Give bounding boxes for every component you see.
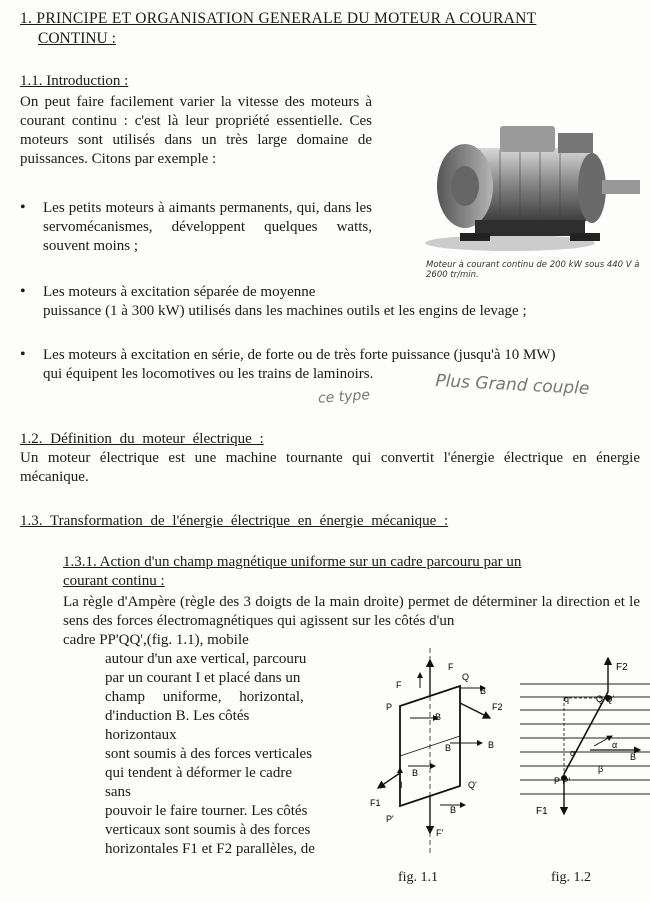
bullet-dot: • [20, 199, 26, 216]
section-1-3-title: 1.3. Transformation de l'énergie électrique en énergie mécanique : [20, 513, 449, 529]
label-b-4: B [488, 740, 495, 750]
label-p-prime: P' [386, 814, 394, 824]
label-q-small: q [564, 694, 570, 704]
text-line: verticaux sont soumis à des forces [105, 822, 311, 838]
text-line: par un courant I et placé dans un [105, 670, 301, 686]
label-b-1: B [480, 686, 487, 696]
label-p: P [386, 702, 393, 712]
label-i: I [400, 780, 403, 790]
text-line: autour d'un axe vertical, parcouru [105, 651, 307, 667]
bullet-separate-excitation-l2: puissance (1 à 300 kW) utilisés dans les machines outils et les engins de levage ; [43, 303, 527, 319]
label-f2: F2 [492, 702, 503, 712]
ampere-rule-paragraph: La règle d'Ampère (règle des 3 doigts de la main droite) permet de déterminer la direction et le sens des forces électromagnétiques qui agissent sur les côtés d'un [63, 594, 640, 629]
label-q: Q [462, 672, 470, 682]
motor-photo [420, 108, 645, 253]
label-b-6: B [450, 805, 457, 815]
label-f-top: F [448, 662, 454, 672]
label-p-pprime: P P' [554, 776, 571, 786]
figure-1-1-caption: fig. 1.1 [398, 870, 439, 885]
label-b-3: B [445, 743, 452, 753]
subsection-1-3-1-title: 1.3.1. Action d'un champ magnétique uniforme sur un cadre parcouru par un [63, 554, 522, 570]
label-b: B [630, 752, 637, 762]
text-line: pouvoir le faire tourner. Les côtés [105, 803, 308, 819]
subsection-1-3-1-title-cont: courant continu : [63, 573, 165, 589]
bullet-permanent-magnet: Les petits moteurs à aimants permanents, qui, dans les servomécanismes, développent quelques watts, souvent moins ; [43, 200, 372, 254]
bullet-separate-excitation-l1: Les moteurs à excitation séparée de moyenne [43, 284, 316, 300]
label-f-prime: F' [436, 828, 444, 838]
frame-description-paragraph [63, 631, 321, 859]
text-line: cadre PP'QQ',(fig. 1.1), mobile [63, 632, 249, 648]
intro-paragraph: On peut faire facilement varier la vitesse des moteurs à courant continu : c'est là leur propriété essentielle. Ces moteurs sont utilisés dans un très large domaine de puissances. Citons par exemple : [20, 94, 372, 167]
bullet-series-excitation-l2: qui équipent les locomotives ou les trains de laminoirs. [43, 366, 374, 382]
label-q-prime: Q' [468, 780, 477, 790]
bullet-dot: • [20, 346, 26, 363]
chapter-title: 1. PRINCIPE ET ORGANISATION GENERALE DU MOTEUR A COURANT [20, 10, 537, 27]
bullet-series-excitation-l1: Les moteurs à excitation en série, de forte ou de très forte puissance (jusqu'à 10 MW) [43, 347, 556, 363]
label-b-2: B [435, 712, 442, 722]
label-f2: F2 [616, 662, 628, 673]
text-line: d'induction B. Les côtés horizontaux [105, 708, 250, 743]
figure-1-2 [520, 652, 650, 852]
label-f-left: F [396, 680, 402, 690]
figure-1-2-caption: fig. 1.2 [551, 870, 592, 885]
bullet-dot: • [20, 283, 26, 300]
handwritten-note-couple: Plus Grand couple [434, 371, 590, 400]
section-1-1-title: 1.1. Introduction : [20, 73, 129, 89]
text-line: horizontales F1 et F2 parallèles, de [105, 841, 315, 857]
text-line: sont soumis à des forces verticales [105, 746, 313, 762]
definition-paragraph: Un moteur électrique est une machine tournante qui convertit l'énergie électrique en énergie mécanique. [20, 450, 640, 485]
text-line: qui tendent à déformer le cadre sans [105, 765, 292, 800]
label-f1: F1 [370, 798, 381, 808]
figure-1-1 [360, 648, 520, 860]
section-1-2-title: 1.2. Définition du moteur électrique : [20, 431, 264, 447]
handwritten-note-type: ce type [317, 387, 371, 407]
label-b-5: B [412, 768, 419, 778]
text-line: champ uniforme, horizontal, [105, 689, 304, 705]
label-f1: F1 [536, 806, 548, 817]
label-alpha: α [570, 748, 576, 758]
label-beta: β [598, 764, 604, 774]
photo-caption: Moteur à courant continu de 200 kW sous 440 V à 2600 tr/min. [426, 260, 640, 280]
label-q-qprime: Q Q' [596, 694, 615, 704]
label-alpha-2: α [612, 740, 618, 750]
chapter-title-cont: CONTINU : [38, 30, 116, 47]
